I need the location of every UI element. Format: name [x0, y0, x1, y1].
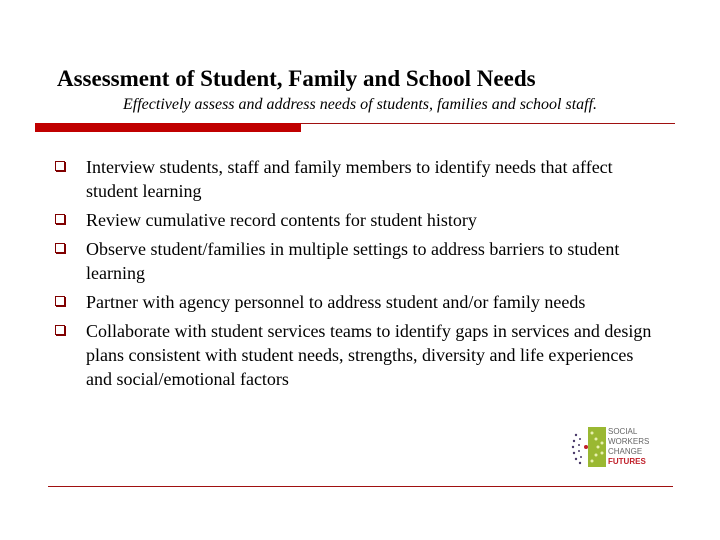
- list-item: [52, 155, 652, 203]
- list-item: [52, 208, 652, 232]
- bullet-text: Interview students, staff and family members to identify needs that affect student learning: [86, 157, 613, 201]
- logo-text: CHANGE: [608, 447, 643, 456]
- slide-subtitle: Effectively assess and address needs of students, families and school staff.: [123, 96, 598, 113]
- social-workers-logo: [570, 425, 650, 470]
- footer-divider: [48, 486, 673, 487]
- logo-mark-icon: [570, 425, 608, 470]
- bullet-list: [52, 155, 652, 396]
- checkbox-bullet-icon: [55, 296, 65, 306]
- logo-text: SOCIAL: [608, 427, 638, 436]
- list-item: [52, 237, 652, 285]
- logo-text: FUTURES: [608, 457, 646, 466]
- bullet-text: Partner with agency personnel to address student and/or family needs: [86, 292, 586, 312]
- slide-title: Assessment of Student, Family and School Needs: [57, 66, 536, 91]
- list-item: [52, 319, 652, 391]
- divider-line: [301, 123, 675, 124]
- bullet-text: Observe student/families in multiple settings to address barriers to student learning: [86, 239, 620, 283]
- checkbox-bullet-icon: [55, 243, 65, 253]
- list-item: [52, 290, 652, 314]
- bullet-text: Collaborate with student services teams to identify gaps in services and design plans consistent with student needs, strengths, diversity and life experiences and social/emotional factors: [86, 321, 652, 389]
- checkbox-bullet-icon: [55, 214, 65, 224]
- checkbox-bullet-icon: [55, 161, 65, 171]
- checkbox-bullet-icon: [55, 325, 65, 335]
- logo-text: WORKERS: [608, 437, 650, 446]
- red-accent-bar: [35, 123, 301, 132]
- bullet-text: Review cumulative record contents for student history: [86, 210, 477, 230]
